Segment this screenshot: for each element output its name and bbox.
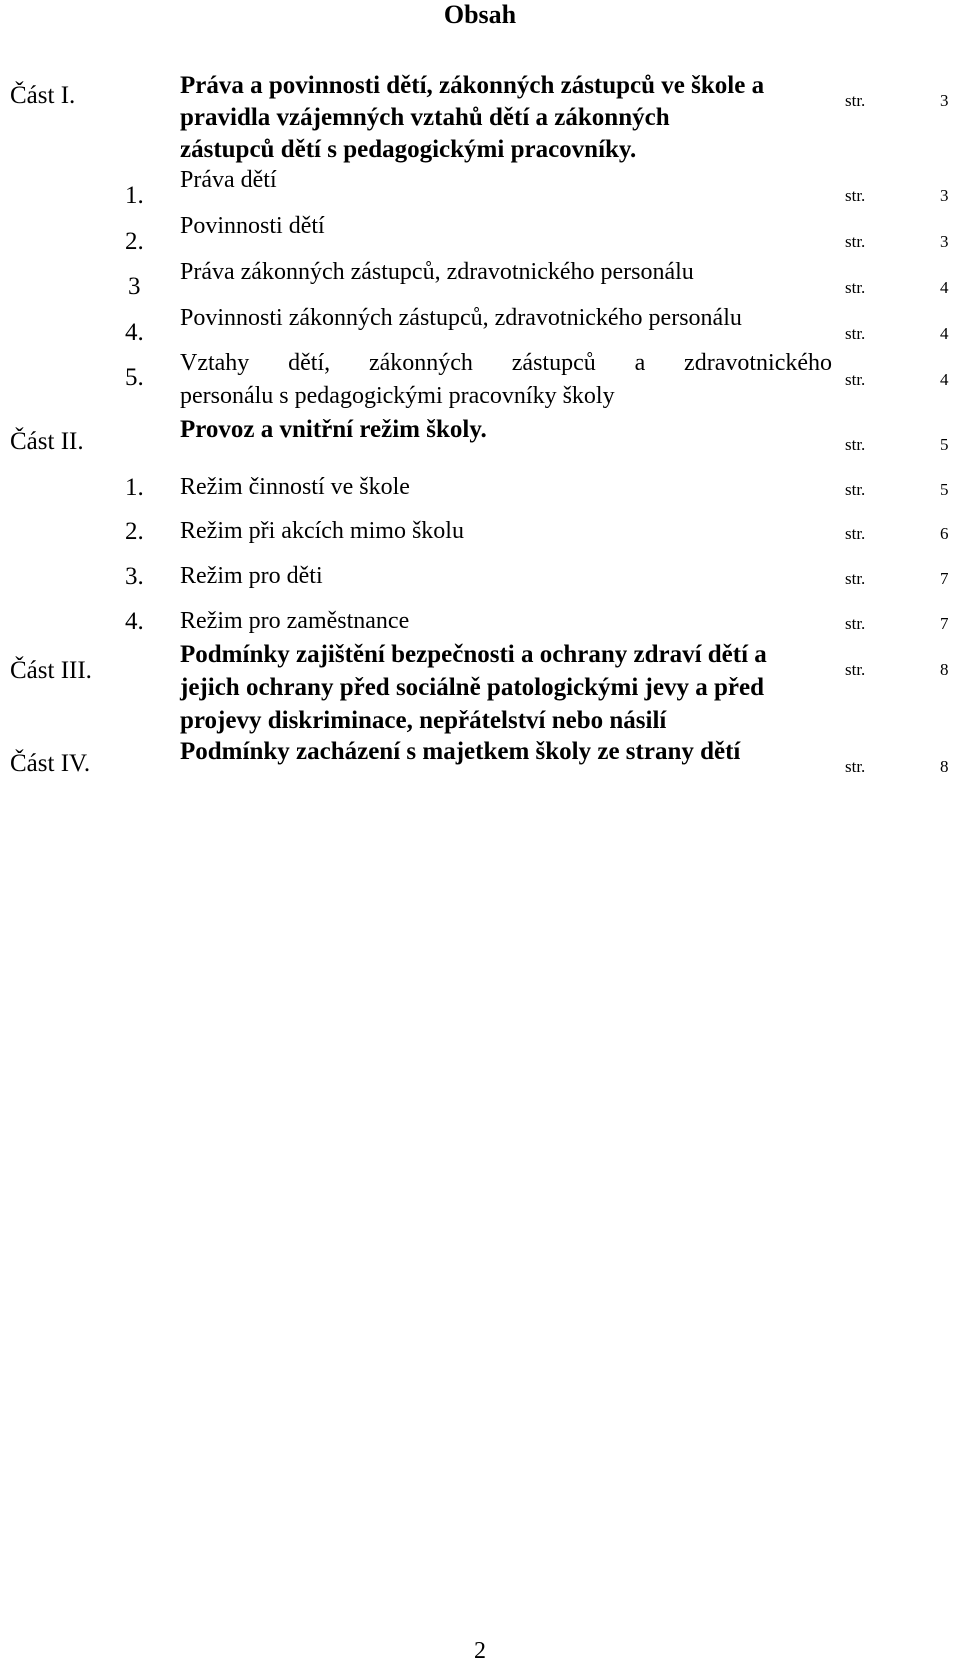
toc-item-text-line-1: Vztahy dětí, zákonných zástupců a zdravotnického	[180, 350, 832, 376]
part-title-2: Provoz a vnitřní režim školy.	[180, 416, 487, 443]
page-ref-number: 5	[940, 480, 949, 499]
toc-item-text: Režim pro děti	[180, 563, 323, 589]
toc-item-text: Povinnosti dětí	[180, 213, 325, 239]
page-ref-number: 4	[940, 370, 949, 389]
part-label-3: Část III.	[10, 657, 92, 684]
toc-item-text: Režim při akcích mimo školu	[180, 518, 464, 544]
part-label-1: Část I.	[10, 82, 76, 109]
page-ref-label: str.	[845, 435, 866, 454]
page-ref-number: 7	[940, 569, 949, 588]
item-number: 3.	[125, 563, 144, 590]
page-ref-number: 3	[940, 186, 949, 205]
part-title-3-line-3: projevy diskriminace, nepřátelství nebo násilí	[180, 707, 667, 734]
page-ref-label: str.	[845, 524, 866, 543]
page-ref-label: str.	[845, 278, 866, 297]
item-number: 4.	[125, 608, 144, 635]
item-number: 5.	[125, 364, 144, 391]
part-title-1-line-1: Práva a povinnosti dětí, zákonných zástupců ve škole a	[180, 72, 765, 99]
item-number: 4.	[125, 319, 144, 346]
page-ref-label: str.	[845, 569, 866, 588]
page-ref-label: str.	[845, 614, 866, 633]
item-number: 1.	[125, 182, 144, 209]
part-title-3-line-1: Podmínky zajištění bezpečnosti a ochrany zdraví dětí a	[180, 641, 767, 668]
part-label-2: Část II.	[10, 428, 84, 455]
item-number: 2.	[125, 518, 144, 545]
page-ref-label: str.	[845, 324, 866, 343]
page-ref-label: str.	[845, 232, 866, 251]
page-title: Obsah	[443, 0, 517, 29]
part-title-3-line-2: jejich ochrany před sociálně patologickými jevy a před	[180, 674, 764, 701]
page-ref-number: 7	[940, 614, 949, 633]
part-label-4: Část IV.	[10, 750, 91, 777]
page-ref-label: str.	[845, 370, 866, 389]
toc-item-text: Práva zákonných zástupců, zdravotnického personálu	[180, 259, 694, 285]
item-number: 2.	[125, 228, 144, 255]
page-ref-label: str.	[845, 660, 866, 679]
page-ref-number: 3	[940, 91, 949, 110]
page-ref-number: 3	[940, 232, 949, 251]
part-title-1-line-3: zástupců dětí s pedagogickými pracovníky.	[180, 136, 637, 163]
item-number: 1.	[125, 474, 144, 501]
page-ref-number: 8	[940, 757, 949, 776]
item-number: 3	[128, 273, 141, 300]
toc-item-text: Práva dětí	[180, 167, 277, 193]
page-ref-number: 8	[940, 660, 949, 679]
page-ref-number: 4	[940, 278, 949, 297]
part-title-1-line-2: pravidla vzájemných vztahů dětí a zákonných	[180, 104, 670, 131]
page-ref-label: str.	[845, 480, 866, 499]
toc-item-text: Povinnosti zákonných zástupců, zdravotnického personálu	[180, 305, 742, 331]
page-ref-label: str.	[845, 757, 866, 776]
page-ref-number: 5	[940, 435, 949, 454]
page-ref-label: str.	[845, 91, 866, 110]
page-ref-number: 6	[940, 524, 949, 543]
page-ref-label: str.	[845, 186, 866, 205]
page-number: 2	[474, 1638, 486, 1664]
page-ref-number: 4	[940, 324, 949, 343]
toc-item-text: Režim pro zaměstnance	[180, 608, 410, 634]
toc-item-text: Režim činností ve škole	[180, 474, 410, 500]
part-title-4: Podmínky zacházení s majetkem školy ze strany dětí	[180, 738, 741, 765]
toc-item-text-line-2: personálu s pedagogickými pracovníky školy	[180, 383, 615, 409]
